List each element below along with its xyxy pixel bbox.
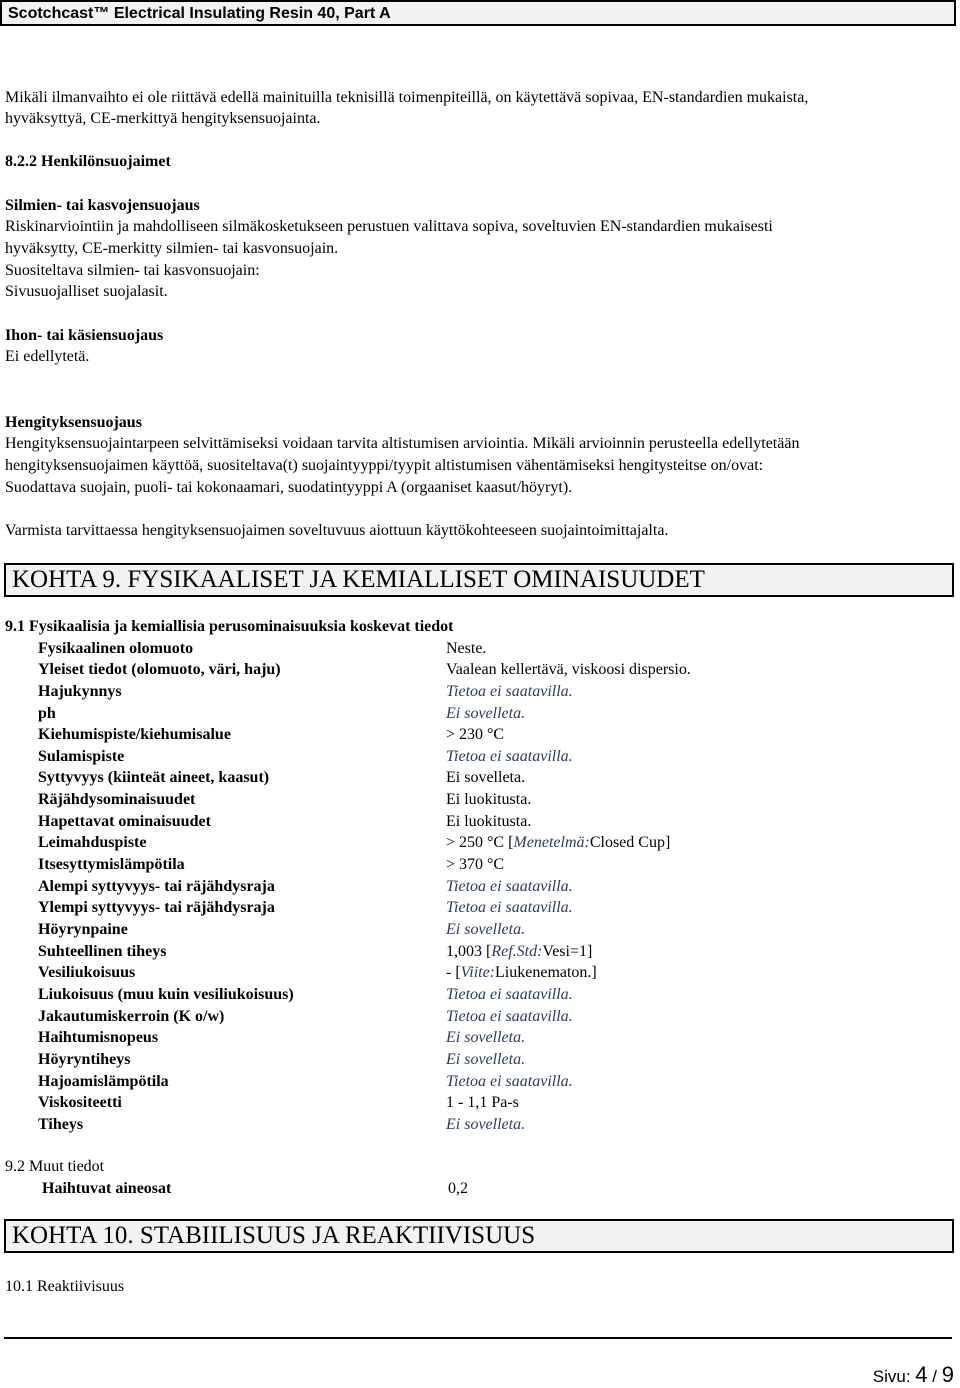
property-label: Vesiliukoisuus — [38, 964, 136, 981]
section-10-title-text: KOHTA 10. STABIILISUUS JA REAKTIIVISUUS — [12, 1222, 536, 1249]
property-value: Tietoa ei saatavilla. — [446, 1073, 573, 1090]
skin-protection-text: Ei edellytetä. — [5, 348, 90, 365]
respiratory-line-4: Varmista tarvittaessa hengityksensuojaimen soveltuvuus aiottuun käyttökohteeseen suojaintoimittajalta. — [5, 522, 669, 539]
flash-point-value: > 250 °C [ — [446, 834, 514, 851]
eye-protection-line-3: Suositeltava silmien- tai kasvonsuojain: — [5, 262, 260, 279]
water-solubility-value: - [ — [446, 964, 461, 981]
property-label: ph — [38, 705, 56, 722]
property-value: Tietoa ei saatavilla. — [446, 1008, 573, 1025]
page-number — [873, 1362, 954, 1388]
intro-line-1: Mikäli ilmanvaihto ei ole riittävä edellä mainituilla teknisillä toimenpiteillä, on käytettävä sopivaa, EN-standardien mukaista, — [5, 89, 809, 106]
property-label: Höyrynpaine — [38, 921, 128, 938]
property-label: Yleiset tiedot (olomuoto, väri, haju) — [38, 661, 281, 678]
respiratory-line-1: Hengityksensuojaintarpeen selvittämiseksi voidaan tarvita altistumisen arviointia. Mikäli arvioinnin perusteella edellytetään — [5, 435, 800, 452]
property-value: Tietoa ei saatavilla. — [446, 878, 573, 895]
volatile-components-value: 0,2 — [448, 1180, 468, 1197]
section-8-2-2-heading: 8.2.2 Henkilönsuojaimet — [5, 153, 171, 170]
property-value: Vaalean kellertävä, viskoosi dispersio. — [446, 661, 691, 678]
page-current: 4 — [915, 1362, 928, 1387]
property-label: Tiheys — [38, 1116, 84, 1133]
ref-std-label: Ref.Std: — [491, 943, 543, 960]
section-10-1-heading: 10.1 Reaktiivisuus — [5, 1278, 125, 1295]
property-value: 1 - 1,1 Pa-s — [446, 1094, 519, 1111]
ref-std-value: Vesi=1] — [542, 943, 593, 960]
property-value: Ei sovelleta. — [446, 1051, 526, 1068]
eye-protection-line-2: hyväksytty, CE-merkitty silmien- tai kasvonsuojain. — [5, 240, 339, 257]
property-label: Haihtumisnopeus — [38, 1029, 159, 1046]
property-value: Tietoa ei saatavilla. — [446, 899, 573, 916]
respiratory-line-3: Suodattava suojain, puoli- tai kokonaamari, suodatintyyppi A (orgaaniset kaasut/höyryt). — [5, 479, 573, 496]
document-title: Scotchcast™ Electrical Insulating Resin 40, Part A — [8, 5, 391, 22]
property-label: Hajukynnys — [38, 683, 122, 700]
method-value: Closed Cup] — [589, 834, 671, 851]
property-value: Tietoa ei saatavilla. — [446, 683, 573, 700]
page-separator: / — [932, 1367, 938, 1386]
eye-protection-heading: Silmien- tai kasvojensuojaus — [5, 197, 200, 214]
relative-density-value: 1,003 [ — [446, 943, 492, 960]
note-value: Liukenematon.] — [495, 964, 597, 981]
property-label: Räjähdysominaisuudet — [38, 791, 196, 808]
eye-protection-line-1: Riskinarviointiin ja mahdolliseen silmäkosketukseen perustuen valittava sopiva, soveltuvien EN-standardien mukaisesti — [5, 218, 773, 235]
property-label: Suhteellinen tiheys — [38, 943, 167, 960]
property-value: Ei sovelleta. — [446, 705, 526, 722]
property-label: Sulamispiste — [38, 748, 125, 765]
page-total: 9 — [941, 1362, 954, 1387]
property-value: Neste. — [446, 640, 487, 657]
property-label: Hajoamislämpötila — [38, 1073, 169, 1090]
property-value: Tietoa ei saatavilla. — [446, 986, 573, 1003]
property-label: Hapettavat ominaisuudet — [38, 813, 211, 830]
property-value: Ei sovelleta. — [446, 1116, 526, 1133]
section-10-title — [4, 1219, 954, 1253]
property-label: Leimahduspiste — [38, 834, 147, 851]
property-value: Ei sovelleta. — [446, 921, 526, 938]
property-label: Syttyvyys (kiinteät aineet, kaasut) — [38, 769, 270, 786]
property-value — [446, 963, 597, 983]
property-label: Alempi syttyvyys- tai räjähdysraja — [38, 878, 275, 895]
property-label: Liukoisuus (muu kuin vesiliukoisuus) — [38, 986, 294, 1003]
property-label: Höyryntiheys — [38, 1051, 131, 1068]
section-9-title-text: KOHTA 9. FYSIKAALISET JA KEMIALLISET OMINAISUUDET — [12, 566, 705, 593]
property-value: > 230 °C — [446, 726, 505, 743]
eye-protection-line-4: Sivusuojalliset suojalasit. — [5, 283, 168, 300]
respiratory-protection-heading: Hengityksensuojaus — [5, 414, 142, 431]
property-value: Ei luokitusta. — [446, 813, 532, 830]
respiratory-line-2: hengityksensuojaimen käyttöä, suositeltava(t) suojaintyyppi/tyypit altistumisen vähentämiseksi hengitysteitse on/ovat: — [5, 457, 764, 474]
skin-protection-heading: Ihon- tai käsiensuojaus — [5, 327, 164, 344]
footer-divider — [4, 1337, 952, 1339]
method-label: Menetelmä: — [513, 834, 590, 851]
property-value — [446, 833, 670, 853]
note-label: Viite: — [460, 964, 496, 981]
section-9-2-heading: 9.2 Muut tiedot — [5, 1158, 105, 1175]
property-label: Kiehumispiste/kiehumisalue — [38, 726, 231, 743]
volatile-components-label: Haihtuvat aineosat — [42, 1180, 172, 1197]
intro-line-2: hyväksyttyä, CE-merkittyä hengityksensuojainta. — [5, 110, 321, 127]
document-header — [0, 0, 956, 26]
property-label: Ylempi syttyvyys- tai räjähdysraja — [38, 899, 275, 916]
property-value: Ei luokitusta. — [446, 791, 532, 808]
section-9-1-heading: 9.1 Fysikaalisia ja kemiallisia perusominaisuuksia koskevat tiedot — [5, 618, 454, 635]
property-label: Jakautumiskerroin (K o/w) — [38, 1008, 225, 1025]
property-label: Fysikaalinen olomuoto — [38, 640, 194, 657]
property-value: Ei sovelleta. — [446, 1029, 526, 1046]
page-label: Sivu: — [872, 1367, 911, 1386]
property-value: Tietoa ei saatavilla. — [446, 748, 573, 765]
property-label: Itsesyttymislämpötila — [38, 856, 185, 873]
section-9-title — [4, 563, 954, 597]
property-value — [446, 942, 592, 962]
property-value: > 370 °C — [446, 856, 505, 873]
property-label: Viskositeetti — [38, 1094, 122, 1111]
property-value: Ei sovelleta. — [446, 769, 526, 786]
